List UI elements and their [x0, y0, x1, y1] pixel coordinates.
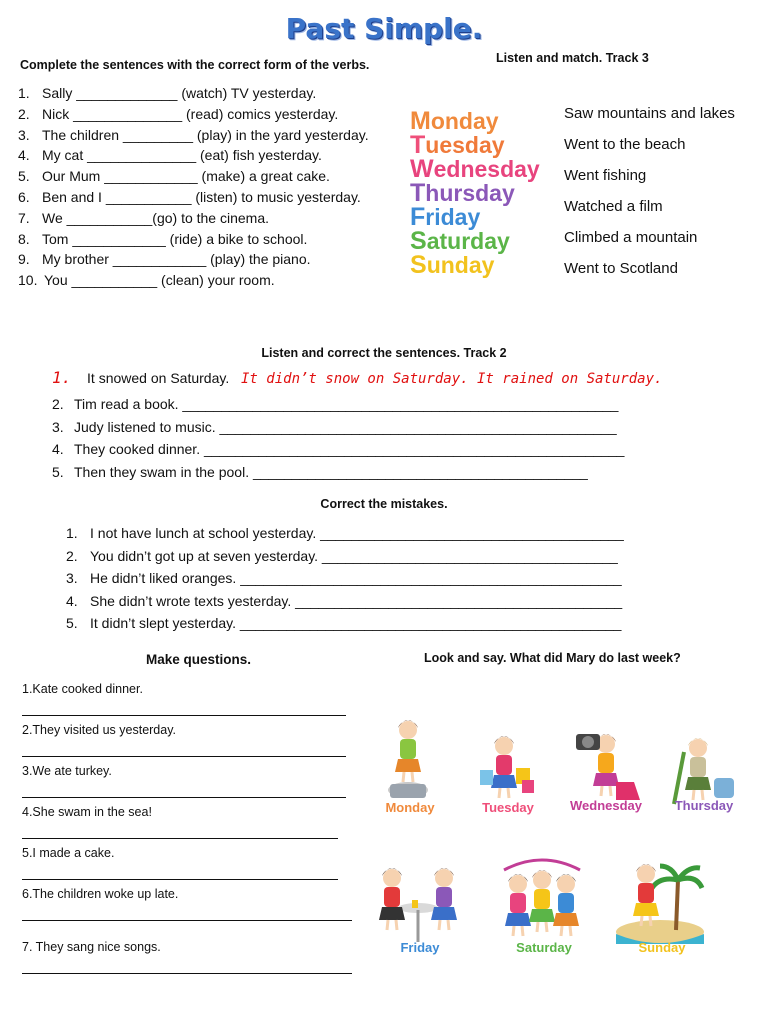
item-number: 4.	[66, 592, 78, 609]
question-prompt: 7. They sang nice songs.	[22, 940, 161, 954]
cafe-friends-icon	[370, 850, 466, 946]
item-number: 6.	[18, 189, 30, 205]
picture-day-label: Sunday	[638, 940, 686, 955]
day-initial: W	[410, 155, 434, 183]
section4-heading: Correct the mistakes.	[320, 497, 448, 511]
day-initial: F	[410, 203, 426, 231]
example-number: 1.	[52, 368, 72, 387]
item-number: 2.	[52, 396, 64, 412]
activity-item: Went fishing	[564, 167, 647, 184]
cleaning-girl-icon	[654, 712, 750, 808]
question-prompt: 1.Kate cooked dinner.	[22, 682, 143, 696]
section2-heading: Listen and match. Track 3	[496, 51, 649, 65]
item-number: 1.	[66, 525, 78, 541]
item-number: 5.	[66, 615, 78, 632]
picture-day-label: Wednesday	[569, 798, 642, 813]
fill-sentence	[18, 210, 269, 226]
picture-day-label: Thursday	[674, 798, 734, 813]
correct-sentence	[52, 419, 617, 435]
fill-sentence	[18, 189, 361, 205]
item-number: 8.	[18, 230, 30, 247]
day-wednesday	[410, 157, 540, 181]
item-number: 5.	[52, 463, 64, 480]
answer-line	[22, 797, 346, 798]
page-title: Past Simple.	[285, 12, 483, 45]
day-initial: S	[410, 251, 427, 279]
section6-heading: Look and say. What did Mary do last week?	[424, 651, 681, 665]
item-number: 3.	[18, 126, 30, 143]
item-number: 3.	[66, 570, 78, 587]
day-initial: T	[410, 179, 426, 207]
item-text: The children _________ (play) in the yard yesterday.	[42, 126, 369, 143]
answer-line	[22, 920, 352, 921]
correct-sentence	[52, 396, 618, 412]
beach-island-icon	[612, 850, 708, 946]
item-number: 4.	[52, 441, 64, 457]
question-prompt: 4.She swam in the sea!	[22, 805, 152, 819]
item-text: Ben and I ___________ (listen) to music yesterday.	[42, 189, 361, 205]
question-prompt: 6.The children woke up late.	[22, 887, 179, 901]
item-number: 5.	[18, 168, 30, 185]
item-text: You didn’t got up at seven yesterday. ______________________________________	[90, 547, 618, 564]
mistake-sentence	[66, 593, 622, 609]
picture-day-label: Monday	[385, 800, 435, 815]
item-number: 1.	[18, 85, 30, 101]
fill-sentence	[18, 127, 369, 143]
example-line	[52, 368, 662, 387]
mistake-sentence	[66, 548, 618, 564]
item-number: 2.	[66, 547, 78, 564]
item-number: 4.	[18, 147, 30, 164]
mistake-sentence	[66, 525, 624, 541]
day-sunday	[410, 253, 494, 277]
fill-sentence	[18, 147, 322, 163]
day-rest: hursday	[425, 180, 515, 206]
picture-day-label: Saturday	[516, 940, 572, 955]
item-text: It didn’t slept yesterday. _________________________________________________	[90, 615, 622, 632]
shopping-girl-icon	[458, 712, 554, 808]
item-text: You ___________ (clean) your room.	[44, 272, 275, 289]
fill-sentence	[18, 272, 275, 288]
answer-line	[22, 879, 338, 880]
item-text: Judy listened to music. ___________________________________________________	[74, 418, 617, 435]
item-text: I not have lunch at school yesterday. _______________________________________	[90, 525, 624, 541]
answer-line	[22, 973, 352, 974]
day-tuesday	[410, 133, 505, 157]
activity-item: Went to Scotland	[564, 260, 678, 277]
item-text: My cat ______________ (eat) fish yesterday.	[42, 147, 322, 164]
day-initial: M	[410, 107, 431, 135]
fill-sentence	[18, 251, 311, 267]
answer-line	[22, 715, 346, 716]
activity-item: Watched a film	[564, 198, 663, 215]
item-text: Tim read a book. ________________________________________________________	[74, 396, 619, 412]
party-dancers-icon	[494, 850, 590, 946]
activity-item: Saw mountains and lakes	[564, 105, 735, 122]
day-thursday	[410, 181, 515, 205]
day-saturday	[410, 229, 510, 253]
question-prompt: 5.I made a cake.	[22, 846, 115, 860]
day-rest: uesday	[425, 132, 505, 158]
activity-item: Climbed a mountain	[564, 229, 698, 246]
day-rest: unday	[426, 252, 495, 278]
question-prompt: 2.They visited us yesterday.	[22, 723, 177, 737]
item-number: 10.	[18, 272, 38, 289]
item-text: Tom ____________ (ride) a bike to school.	[42, 230, 308, 247]
answer-line	[22, 756, 346, 757]
section3-heading: Listen and correct the sentences. Track 2	[261, 346, 507, 360]
day-rest: ednesday	[433, 156, 540, 182]
item-number: 3.	[52, 418, 64, 435]
item-text: She didn’t wrote texts yesterday. __________________________________________	[90, 592, 623, 609]
fill-sentence	[18, 168, 330, 184]
day-monday	[410, 109, 499, 133]
correct-sentence	[52, 441, 624, 457]
section1-heading: Complete the sentences with the correct form of the verbs.	[20, 58, 370, 72]
day-rest: onday	[430, 108, 499, 134]
item-text: Our Mum ____________ (make) a great cake.	[42, 168, 330, 185]
correct-sentence	[52, 464, 588, 480]
example-sentence: It snowed on Saturday.	[87, 370, 230, 386]
answer-line	[22, 838, 338, 839]
item-text: Nick ______________ (read) comics yesterday.	[42, 105, 339, 122]
fill-sentence	[18, 106, 338, 122]
activity-item: Went to the beach	[564, 136, 686, 153]
item-text: They cooked dinner. ______________________________________________________	[74, 441, 625, 457]
fill-sentence	[18, 85, 316, 101]
cooking-girl-icon	[360, 712, 456, 808]
photographer-girl-icon	[556, 712, 652, 808]
example-answer: It didn’t snow on Saturday. It rained on Saturday.	[241, 371, 663, 387]
item-text: Then they swam in the pool. ___________________________________________	[74, 463, 588, 480]
day-initial: T	[410, 131, 426, 159]
picture-day-label: Friday	[400, 940, 440, 955]
picture-day-label: Tuesday	[482, 800, 534, 815]
day-friday	[410, 205, 480, 229]
item-number: 2.	[18, 105, 30, 122]
item-text: Sally _____________ (watch) TV yesterday.	[42, 85, 317, 101]
question-prompt: 3.We ate turkey.	[22, 764, 112, 778]
item-number: 7.	[18, 209, 30, 226]
item-number: 9.	[18, 251, 30, 268]
fill-sentence	[18, 231, 307, 247]
day-rest: riday	[425, 204, 481, 230]
item-text: We ___________(go) to the cinema.	[42, 209, 270, 226]
item-text: My brother ____________ (play) the piano.	[42, 251, 311, 268]
day-initial: S	[410, 227, 427, 255]
mistake-sentence	[66, 615, 621, 631]
mistake-sentence	[66, 570, 622, 586]
section5-heading: Make questions.	[146, 652, 252, 667]
item-text: He didn’t liked oranges. _________________________________________________	[90, 570, 622, 587]
day-rest: aturday	[426, 228, 510, 254]
